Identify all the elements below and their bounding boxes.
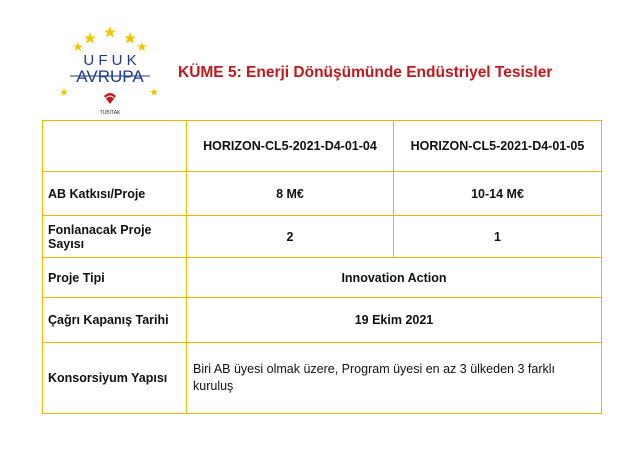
page-title: KÜME 5: Enerji Dönüşümünde Endüstriyel Tesisler (178, 64, 553, 81)
cell-value: 8 M€ (187, 172, 394, 216)
cell-value: 19 Ekim 2021 (187, 298, 602, 343)
logo-line1: U F U K (83, 52, 137, 69)
header-empty-cell (43, 121, 187, 172)
row-label: AB Katkısı/Proje (43, 172, 187, 216)
cell-value: Biri AB üyesi olmak üzere, Program üyesi en az 3 ülkeden 3 farklı kuruluş (187, 343, 602, 414)
table-row (43, 298, 602, 343)
logo-line2: AVRUPA (76, 67, 144, 86)
ufuk-avrupa-logo (50, 20, 170, 120)
table-row (43, 258, 602, 298)
row-label: Proje Tipi (43, 258, 187, 298)
table-row (43, 216, 602, 258)
tubitak-emblem-icon (104, 93, 116, 104)
cell-value: 10-14 M€ (394, 172, 602, 216)
tubitak-label: TÜBİTAK (99, 110, 121, 116)
table-row (43, 172, 602, 216)
row-label: Konsorsiyum Yapısı (43, 343, 187, 414)
table-header-row (43, 121, 602, 172)
row-label: Fonlanacak Proje Sayısı (43, 216, 187, 258)
cell-value: Innovation Action (187, 258, 602, 298)
cell-value: 2 (187, 216, 394, 258)
cell-value: 1 (394, 216, 602, 258)
table-row (43, 343, 602, 414)
header-call-2: HORIZON-CL5-2021-D4-01-05 (394, 121, 602, 172)
call-info-table (42, 120, 602, 414)
header-call-1: HORIZON-CL5-2021-D4-01-04 (187, 121, 394, 172)
row-label: Çağrı Kapanış Tarihi (43, 298, 187, 343)
